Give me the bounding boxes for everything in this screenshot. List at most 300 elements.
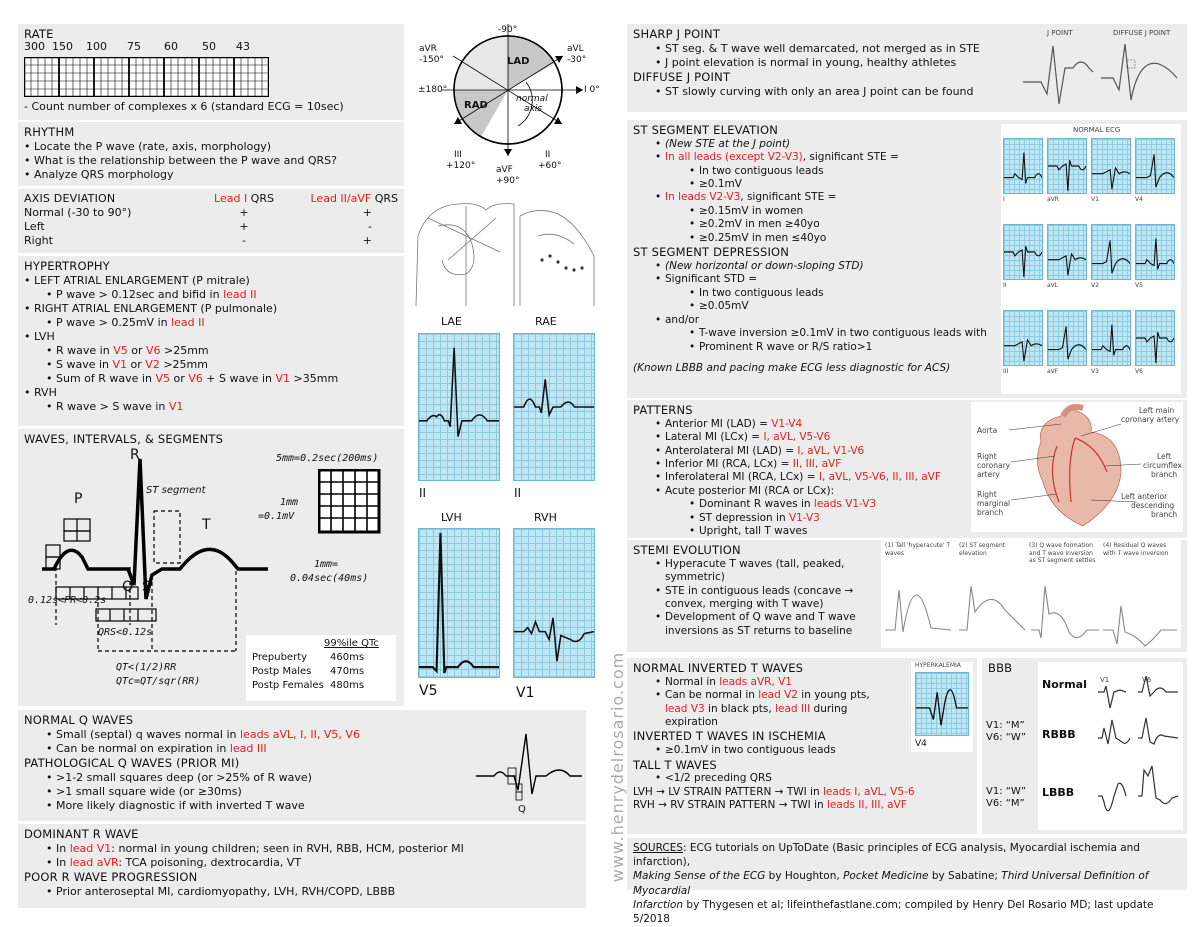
std-2: • Significant STD = [655, 273, 1181, 286]
axis-row-value: + [362, 234, 372, 248]
ste-1: • (New STE at the J point) [655, 138, 1181, 151]
normal-ecg-lead-label: I [1003, 196, 1005, 203]
lead-ref: V6 [145, 344, 161, 358]
heart-label-rca-1: Right [977, 452, 997, 461]
text: Anterolateral MI (LAD) = [665, 444, 798, 457]
axis-row-value: + [239, 220, 249, 234]
path-q-title: PATHOLOGICAL Q WAVES (PRIOR MI) [24, 755, 240, 770]
diffuse-jpoint-caption: DIFFUSE J POINT [1113, 29, 1171, 37]
axis-col2-lead: Lead II/aVF [310, 192, 372, 205]
bbb-title: BBB [988, 661, 1013, 675]
qtc-row [252, 652, 307, 665]
rwave-section [18, 824, 586, 908]
normal-ecg-lead-i [1003, 138, 1043, 194]
axis-wheel-iii-deg: +120° [446, 161, 476, 171]
rate-note: - Count number of complexes x 6 (standard ECG = 10sec) [24, 100, 344, 113]
rate-scale-75: 75 [127, 40, 141, 53]
text: + S wave in [202, 372, 276, 386]
axis-wheel-top: -90° [498, 25, 518, 35]
normal-ecg-lead-label: II [1003, 282, 1007, 289]
heart-label-lad-1: Left anterior [1121, 492, 1168, 501]
path-q-3: • More likely diagnostic if with inverted T wave [46, 799, 580, 813]
text: Inferior MI (RCA, LCx) = [665, 458, 793, 471]
wave-p-label: P [74, 491, 83, 507]
sources-line-1 [633, 841, 1181, 869]
text: ST depression in [699, 511, 789, 524]
text: , significant STE = [802, 151, 899, 164]
heart-label-aorta: Aorta [977, 426, 998, 435]
dominant-r-title: DOMINANT R WAVE [24, 827, 139, 841]
normal-ecg-panel [1001, 124, 1181, 394]
rhythm-item-3: • Analyze QRS morphology [24, 168, 398, 182]
lead-ref: V1-V3 [788, 511, 820, 524]
lead-ref: I, aVL, V5-V6, II, III, aVF [818, 471, 941, 484]
lv-strain [633, 786, 971, 799]
rate-section [18, 24, 404, 120]
normal-ecg-lead-v2 [1091, 224, 1131, 280]
text: : normal in young children; seen in RVH, RBB, HCM, posterior MI [111, 841, 464, 855]
axis-wheel-ii: II [545, 150, 551, 160]
bbb-v6-caption: V6 [1142, 676, 1152, 684]
st-segment-label: ST segment [146, 485, 206, 496]
rv-strain [633, 799, 971, 812]
posterior-3: • Upright, tall T waves [689, 525, 1181, 538]
text: Can be normal on expiration in [56, 741, 230, 755]
lead-v1-label: V1 [516, 685, 535, 701]
rhythm-item-1: • Locate the P wave (rate, axis, morphology) [24, 140, 398, 154]
ste-title: ST SEGMENT ELEVATION [633, 123, 779, 137]
text: Sum of R wave in [56, 372, 156, 386]
normal-ecg-lead-label: aVR [1047, 196, 1059, 203]
hypertrophy-title: HYPERTROPHY [24, 259, 110, 273]
rate-scale-60: 60 [164, 40, 178, 53]
text: in young pts, [797, 689, 870, 702]
axis-row-label: Normal (-30 to 90°) [24, 206, 132, 220]
stemi-stages [881, 540, 1181, 648]
lead-ref: leads I, aVL, V5-6 [822, 785, 915, 798]
heart-label-lcx-1: Left [1157, 452, 1172, 461]
lae-criterion [46, 288, 398, 302]
axis-row-label: Right [24, 234, 53, 248]
qtc-row [252, 666, 311, 679]
stemi-traces [881, 540, 1181, 648]
sources-line-3 [633, 898, 1181, 926]
axis-wheel-180: ±180° [418, 85, 448, 95]
lae-ecg-strip [418, 333, 500, 481]
dominant-r-1 [46, 842, 580, 856]
grid-1mm-label: 1mm [280, 497, 299, 508]
lvh-criterion-2 [46, 358, 398, 372]
lead-ii-label-lae: II [419, 486, 427, 500]
text: Small (septal) q waves normal in [56, 727, 241, 741]
sources-section [627, 838, 1187, 925]
hyperkalemia-caption: HYPERKALEMIA [915, 662, 961, 669]
lead-ref: leads aVR, V1 [719, 675, 792, 688]
bbb-lbbb-label: LBBB [1042, 786, 1075, 799]
text: >35mm [290, 372, 339, 386]
normal-ecg-lead-ii [1003, 224, 1043, 280]
text: P wave > 0.25mV in [56, 315, 172, 329]
normal-ecg-lead-iii [1003, 310, 1043, 366]
std-1: • (New horizontal or down-sloping STD) [655, 260, 1181, 273]
lvh-label: LVH [441, 511, 462, 524]
jpoint-section [627, 24, 1187, 112]
normal-ecg-lead-label: V2 [1091, 282, 1099, 289]
heart-label-rmb-1: Right [977, 490, 997, 499]
text: during [810, 702, 848, 715]
lead-ref: lead V1 [69, 841, 112, 855]
sharp-j-1: • ST seg. & T wave well demarcated, not merged as in STE [655, 42, 1181, 56]
heart-label-rmb-2: marginal [977, 499, 1011, 508]
lead-ref: lead II [171, 315, 205, 329]
source-title: Infarction [633, 898, 684, 911]
rhythm-section [18, 122, 404, 186]
lead-ref: V1 [275, 372, 291, 386]
axis-wheel-avl-deg: -30° [567, 55, 587, 65]
axis-row-value: - [368, 220, 372, 234]
patterns-title: PATTERNS [633, 403, 693, 417]
lead-ref: I, aVL, V5-V6 [763, 431, 831, 444]
axis-wheel-avl: aVL [567, 44, 584, 54]
text: In [56, 855, 70, 869]
lead-ref: lead III [775, 702, 811, 715]
lae-label: LAE [441, 315, 462, 328]
lead-ref: II, III, aVF [792, 458, 842, 471]
lae-heading: • LEFT ATRIAL ENLARGEMENT (P mitrale) [24, 274, 398, 288]
stemi-3: • Development of Q wave and T wave inversions as ST returns to baseline [655, 611, 873, 638]
text: S wave in [56, 358, 113, 372]
ecg-grid-box [318, 469, 382, 535]
bbb-rbbb-label: RBBB [1042, 728, 1076, 741]
qtc-row-value: 470ms [330, 666, 365, 677]
jpoint-caption: J POINT [1047, 29, 1073, 37]
heart-label-lcx-2: circumflex [1143, 461, 1182, 470]
stemi-stage-4-caption: (4) Residual Q waves with T wave inversion [1103, 542, 1169, 557]
heart-label-lcx-3: branch [1151, 470, 1178, 479]
axis-section [18, 189, 404, 253]
bbb-section [982, 658, 1187, 834]
axis-col1-lead: Lead I [214, 192, 248, 205]
hyperkalemia-lead: V4 [915, 739, 927, 749]
lvh-ecg-strip [418, 528, 500, 678]
wave-q-label: Q [122, 579, 134, 595]
grid-1mm-time-label: 1mm= [314, 559, 339, 570]
ste-3a: • ≥0.15mV in women [689, 205, 1181, 218]
source-title: Third Universal Definition of Myocardial [633, 870, 1149, 897]
lead-ref: leads V1-V3 [813, 498, 877, 511]
stemi-title: STEMI EVOLUTION [633, 543, 741, 557]
rae-criterion [46, 316, 398, 330]
text: or [169, 372, 189, 386]
lvh-heading: • LVH [24, 330, 398, 344]
lead-ref: V6 [188, 372, 203, 386]
qt-rule: QT<(1/2)RR [116, 662, 177, 673]
qwaves-section [18, 710, 586, 821]
stemi-stage-1-caption: (1) Tall 'hyperacute' T waves [885, 542, 951, 557]
heart-label-lad-3: branch [1151, 510, 1178, 519]
lbbb-v1: V1: “W” [986, 786, 1026, 797]
axis-wheel-avr: aVR [419, 44, 437, 54]
sources-text: by Sabatine; [928, 870, 1002, 883]
stemi-stage-3-caption: (3) Q wave formation and T wave inversion as ST segment settles [1029, 542, 1096, 565]
qtc-row-label: Postp Males [252, 666, 312, 677]
hyperkalemia-strip [915, 672, 969, 736]
lead-ref: V1 [168, 400, 184, 414]
text: P wave > 0.12sec and bifid in [56, 287, 224, 301]
normal-ecg-lead-label: aVF [1047, 368, 1059, 375]
normal-ecg-lead-v5 [1135, 224, 1175, 280]
hyperkalemia-panel [911, 662, 973, 752]
poor-r-title: POOR R WAVE PROGRESSION [24, 869, 198, 884]
normal-ecg-lead-label: III [1003, 368, 1009, 375]
rate-scale-50: 50 [202, 40, 216, 53]
qrs-duration: QRS<0.12s [98, 627, 153, 638]
qtc-row [252, 680, 324, 693]
heart-label-left-main-2: coronary artery [1121, 415, 1180, 424]
ischemia-t-1: • ≥0.1mV in two contiguous leads [655, 744, 971, 757]
lead-ref: lead III [229, 741, 267, 755]
bbb-normal-label: Normal [1042, 678, 1087, 691]
text: Dominant R waves in [699, 498, 814, 511]
lead-ref: V2 [145, 358, 160, 372]
axis-row-value: - [242, 234, 246, 248]
torso-lead-placement [408, 196, 600, 308]
text: LVH → LV STRAIN PATTERN → TWI in [633, 785, 823, 798]
qtc-row-value: 480ms [330, 680, 365, 691]
lead-ref: leads II, III, aVF [827, 799, 907, 812]
rate-scale-100: 100 [86, 40, 107, 53]
patterns-section [627, 400, 1187, 538]
grid-voltage-label: =0.1mV [258, 511, 295, 522]
wave-r-label: R [130, 447, 140, 463]
text: expiration [665, 716, 718, 729]
sources-label: SOURCES [633, 842, 684, 854]
rae-label: RAE [535, 315, 557, 328]
text: or [127, 344, 146, 358]
source-title: Making Sense of the ECG [633, 870, 766, 883]
coronary-heart-illustration [971, 402, 1183, 532]
qtc-row-label: Postp Females [252, 680, 324, 691]
std-2a: • In two contiguous leads [689, 287, 1181, 300]
twaves-section [627, 658, 977, 834]
waves-section [18, 429, 404, 706]
text: RVH → RV STRAIN PATTERN → TWI in [633, 799, 828, 812]
normal-ecg-lead-label: aVL [1047, 282, 1059, 289]
tall-t-1: • <1/2 preceding QRS [655, 772, 971, 785]
rbbb-v1: V1: “M” [986, 720, 1025, 731]
axis-row-value: + [239, 206, 249, 220]
axis-wheel-iii: III [454, 150, 462, 160]
lead-ref: lead aVR [69, 855, 119, 869]
stemi-2: • STE in contiguous leads (concave → convex, merging with T wave) [655, 585, 873, 612]
rate-title: RATE [24, 27, 54, 41]
normal-ecg-caption: NORMAL ECG [1073, 126, 1121, 134]
path-q-2: • >1 small square wide (or ≥30ms) [46, 785, 580, 799]
heart-label-rca-3: artery [977, 470, 1000, 479]
sources-text: by Houghton, [765, 870, 844, 883]
sharp-j-title: SHARP J POINT [633, 27, 721, 41]
normal-ecg-lead-avr [1047, 138, 1087, 194]
lead-ref: I, aVL, V1-V6 [797, 444, 865, 457]
normal-ecg-lead-label: V4 [1135, 196, 1143, 203]
lead-ref: lead V3 [665, 702, 705, 715]
normal-ecg-lead-label: V1 [1091, 196, 1099, 203]
lvh-criterion-1 [46, 344, 398, 358]
normal-ecg-lead-label: V3 [1091, 368, 1099, 375]
rhythm-title: RHYTHM [24, 125, 75, 139]
text: >25mm [159, 358, 208, 372]
lead-ref: V1 [112, 358, 128, 372]
source-title: Pocket Medicine [843, 870, 929, 883]
std-2b: • ≥0.05mV [689, 300, 1181, 313]
rvh-ecg-strip [513, 528, 595, 678]
axis-row-right [24, 234, 398, 248]
text: Inferolateral MI (RCA, LCx) = [665, 471, 819, 484]
text: or [127, 358, 146, 372]
lead-ref: lead II [223, 287, 257, 301]
axis-row-left [24, 220, 398, 234]
axis-col1-qrs: QRS [247, 192, 274, 205]
text: Can be normal in [665, 689, 759, 702]
axis-wheel-ii-deg: +60° [538, 161, 562, 171]
text: In [56, 841, 70, 855]
axis-wheel-avf-deg: +90° [496, 176, 520, 186]
ste-2a: • In two contiguous leads [689, 165, 1181, 178]
rbbb-v6: V6: “W” [986, 732, 1026, 743]
wave-s-label: S [142, 579, 151, 595]
grid-time-label: 0.04sec(40ms) [290, 573, 369, 584]
jpoint-traces [1019, 38, 1179, 108]
rae-ecg-strip [513, 333, 595, 481]
axis-row-value: + [362, 206, 372, 220]
watermark-url: www.henrydelrosario.com [607, 651, 627, 883]
bbb-v1-caption: V1 [1100, 676, 1110, 684]
std-3b: • Prominent R wave or R/S ratio>1 [689, 341, 1181, 354]
text: Anterior MI (LAD) = [665, 417, 772, 430]
diffuse-j-title: DIFFUSE J POINT [633, 69, 731, 84]
qtc-row-value: 460ms [330, 652, 365, 663]
std-3a: • T-wave inversion ≥0.1mV in two contiguous leads with [689, 327, 1181, 340]
axis-row-normal [24, 206, 398, 220]
stemi-1: • Hyperacute T waves (tall, peaked, symmetric) [655, 558, 873, 585]
stemi-stage-2-caption: (2) ST segment elevation [959, 542, 1006, 557]
path-q-1: • >1-2 small squares deep (or >25% of R wave) [46, 771, 580, 785]
lead-v5-label: V5 [419, 683, 438, 699]
normal-inverted-t-title: NORMAL INVERTED T WAVES [633, 661, 804, 675]
rate-scale-300: 300 [24, 40, 45, 53]
qtc-row-label: Prepuberty [252, 652, 308, 663]
normal-ecg-lead-avf [1047, 310, 1087, 366]
qtc-table-header: 99%ile QTc [324, 638, 379, 649]
normal-ecg-lead-label: V6 [1135, 368, 1143, 375]
dominant-r-2 [46, 856, 580, 870]
axis-wheel-avf: aVF [496, 165, 513, 175]
std-title: ST SEGMENT DEPRESSION [633, 245, 790, 260]
sources-text: : ECG tutorials on UpToDate (Basic principles of ECG analysis, Myocardial ischemia and infarction), [633, 842, 1140, 869]
sources-line-2 [633, 869, 1181, 897]
axis-col2-qrs: QRS [371, 192, 398, 205]
normal-ecg-lead-label: V5 [1135, 282, 1143, 289]
lead-ref: leads aVL, I, II, V5, V6 [240, 727, 360, 741]
heart-label-rmb-3: branch [977, 508, 1004, 517]
axis-wheel-rad: RAD [464, 100, 488, 111]
axis-wheel-avr-deg: -150° [419, 55, 444, 65]
axis-row-label: Left [24, 220, 45, 234]
lead-ref: V1-V4 [771, 417, 803, 430]
rate-scale-43: 43 [236, 40, 250, 53]
pr-interval: 0.12s<PR<0.2s [28, 595, 107, 606]
rhythm-item-2: • What is the relationship between the P wave and QRS? [24, 154, 398, 168]
text: >25mm [160, 344, 209, 358]
rvh-heading: • RVH [24, 386, 398, 400]
bbb-traces [1038, 662, 1183, 830]
std-note: (Known LBBB and pacing make ECG less diagnostic for ACS) [633, 362, 951, 374]
wave-t-label: T [202, 517, 211, 533]
text: in black pts, [704, 702, 776, 715]
std-3: • and/or [655, 314, 1181, 327]
q-wave-diagram [474, 724, 584, 814]
sources-text: by Thygesen et al; lifeinthefastlane.com; compiled by Henry Del Rosario MD; last update 5/2018 [633, 898, 1154, 925]
ischemia-t-title: INVERTED T WAVES IN ISCHEMIA [633, 729, 826, 744]
pattern-posterior: • Acute posterior MI (RCA or LCx): [655, 485, 1181, 498]
normal-ecg-lead-v3 [1091, 310, 1131, 366]
axis-title: AXIS DEVIATION [24, 192, 116, 205]
text: Normal in [665, 675, 720, 688]
axis-wheel-normal: normal [516, 94, 548, 104]
qtc-formula: QTc=QT/sqr(RR) [116, 676, 201, 687]
normal-ecg-lead-avl [1047, 224, 1087, 280]
stemi-section [627, 540, 1187, 652]
text: Lateral MI (LCx) = [665, 431, 764, 444]
ste-3c: • ≥0.25mV in men ≤40yo [689, 232, 1181, 245]
diffuse-j-1: • ST slowly curving with only an area J point can be found [655, 85, 1181, 99]
ste-3b: • ≥0.2mV in men ≥40yo [689, 218, 1181, 231]
text: : TCA poisoning, dextrocardia, VT [118, 855, 302, 869]
heart-label-left-main: Left main [1139, 406, 1175, 415]
lead-ref: In leads V2-V3 [665, 191, 741, 204]
text: , significant STE = [740, 191, 837, 204]
bbb-panel [1038, 662, 1183, 830]
rvh-label: RVH [534, 511, 557, 524]
rate-grid [24, 57, 269, 97]
lbbb-v6: V6: “M” [986, 798, 1025, 809]
ste-section [627, 120, 1187, 398]
normal-ecg-lead-v4 [1135, 138, 1175, 194]
heart-label-lad-2: descending [1131, 501, 1175, 510]
heart-label-rca-2: coronary [977, 461, 1011, 470]
sharp-j-2: • J point elevation is normal in young, healthy athletes [655, 56, 1181, 70]
normal-ecg-lead-v1 [1091, 138, 1131, 194]
text: R wave in [56, 344, 114, 358]
axis-wheel-axis: axis [524, 104, 543, 114]
lead-ref: V5 [113, 344, 128, 358]
normal-q-title: NORMAL Q WAVES [24, 713, 134, 727]
lead-ref: V5 [155, 372, 170, 386]
hypertrophy-section [18, 256, 404, 426]
rae-heading: • RIGHT ATRIAL ENLARGEMENT (P pulmonale) [24, 302, 398, 316]
rvh-criterion [46, 400, 398, 414]
waves-title: WAVES, INTERVALS, & SEGMENTS [24, 432, 224, 446]
ste-2b: • ≥0.1mV [689, 178, 1181, 191]
lead-ref: In all leads (except V2-V3) [665, 151, 803, 164]
poor-r-1: • Prior anteroseptal MI, cardiomyopathy, LVH, RVH/COPD, LBBB [46, 885, 580, 899]
lead-ref: lead V2 [758, 689, 798, 702]
axis-table [24, 192, 398, 248]
tall-t-title: TALL T WAVES [633, 757, 717, 772]
q-wave-label: Q [518, 804, 526, 815]
pqrst-diagram [18, 439, 268, 699]
axis-wheel-lead-i: I 0° [584, 85, 600, 95]
